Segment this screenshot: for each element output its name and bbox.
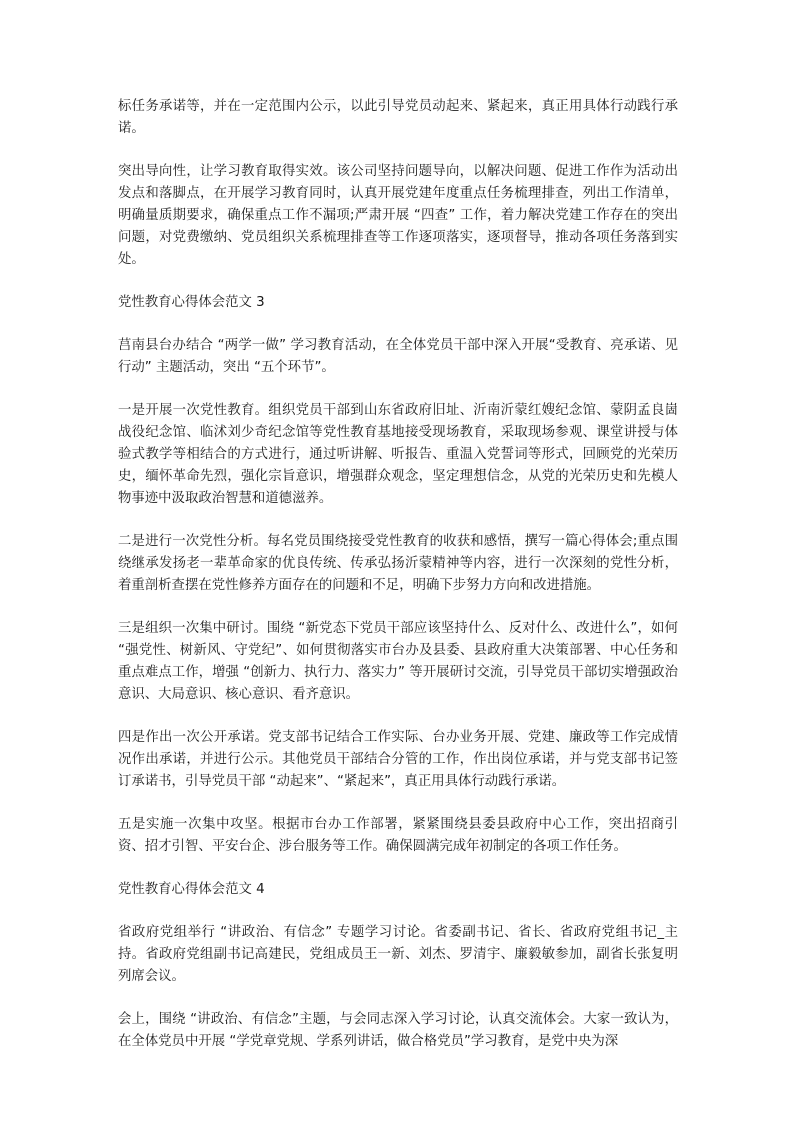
paragraph-8: 五是实施一次集中攻坚。根据市台办工作部署，紧紧围绕县委县政府中心工作，突出招商引资、招才引智、平安台企、涉台服务等工作。确保圆满完成年初制定的各项工作任务。 [118, 817, 678, 854]
document-page [118, 96, 678, 1074]
paragraph-10: 会上，围绕 “讲政治、有信念”主题，与会同志深入学习讨论，认真交流体会。大家一致认为，在全体党员中开展 “学党章党规、学系列讲话，做合格党员”学习教育，是党中央为深 [118, 1012, 678, 1049]
paragraph-4: 一是开展一次党性教育。组织党员干部到山东省政府旧址、沂南沂蒙红嫂纪念馆、蒙阴孟良崮战役纪念馆、临沭刘少奇纪念馆等党性教育基地接受现场教育，采取现场参观、课堂讲授与体验式教学等相结合的方式进行，通过听讲解、听报告、重温入党誓词等形式，回顾党的光荣历史，缅怀革命先烈，强化宗旨意识，增强群众观念，坚定理想信念，从党的光荣历史和先模人物事迹中汲取政治智慧和道德滋养。 [118, 403, 678, 506]
paragraph-3: 莒南县台办结合 “两学一做” 学习教育活动，在全体党员干部中深入开展“受教育、亮承诺、见行动” 主题活动，突出 “五个环节”。 [118, 338, 678, 375]
paragraph-9: 省政府党组举行 “讲政治、有信念” 专题学习讨论。省委副书记、省长、省政府党组书记_主持。省政府党组副书记高建民，党组成员王一新、刘杰、罗清宇、廉毅敏参加，副省长张复明列席会议。 [118, 925, 678, 984]
paragraph-1: 标任务承诺等，并在一定范围内公示，以此引导党员动起来、紧起来，真正用具体行动践行承诺。 [118, 99, 678, 136]
section-heading-3: 党性教育心得体会范文 3 [118, 295, 265, 310]
section-heading-4: 党性教育心得体会范文 4 [118, 882, 265, 897]
paragraph-5: 二是进行一次党性分析。每名党员围绕接受党性教育的收获和感悟，撰写一篇心得体会;重点围绕继承发扬老一辈革命家的优良传统、传承弘扬沂蒙精神等内容，进行一次深刻的党性分析，着重剖析查摆在党性修养方面存在的问题和不足，明确下步努力方向和改进措施。 [118, 534, 678, 593]
paragraph-7: 四是作出一次公开承诺。党支部书记结合工作实际、台办业务开展、党建、廉政等工作完成情况作出承诺，并进行公示。其他党员干部结合分管的工作，作出岗位承诺，并与党支部书记签订承诺书，引导党员干部 “动起来”、“紧起来”，真正用具体行动践行承诺。 [118, 730, 678, 789]
paragraph-2: 突出导向性，让学习教育取得实效。该公司坚持问题导向，以解决问题、促进工作作为活动出发点和落脚点，在开展学习教育同时，认真开展党建年度重点任务梳理排查，列出工作清单，明确量质期要求，确保重点工作不漏项;严肃开展 “四查” 工作，着力解决党建工作存在的突出问题，对党费缴纳、党员组织关系梳理排查等工作逐项落实，逐项督导，推动各项任务落到实处。 [118, 164, 678, 267]
paragraph-6: 三是组织一次集中研讨。围绕 “新党态下党员干部应该坚持什么、反对什么、改进什么”，如何 “强党性、树新风、守党纪”、如何贯彻落实市台办及县委、县政府重大决策部署、中心任务和重点难点工作，增强 “创新力、执行力、落实力” 等开展研讨交流，引导党员干部切实增强政治意识、大局意识、核心意识、看齐意识。 [118, 621, 678, 702]
